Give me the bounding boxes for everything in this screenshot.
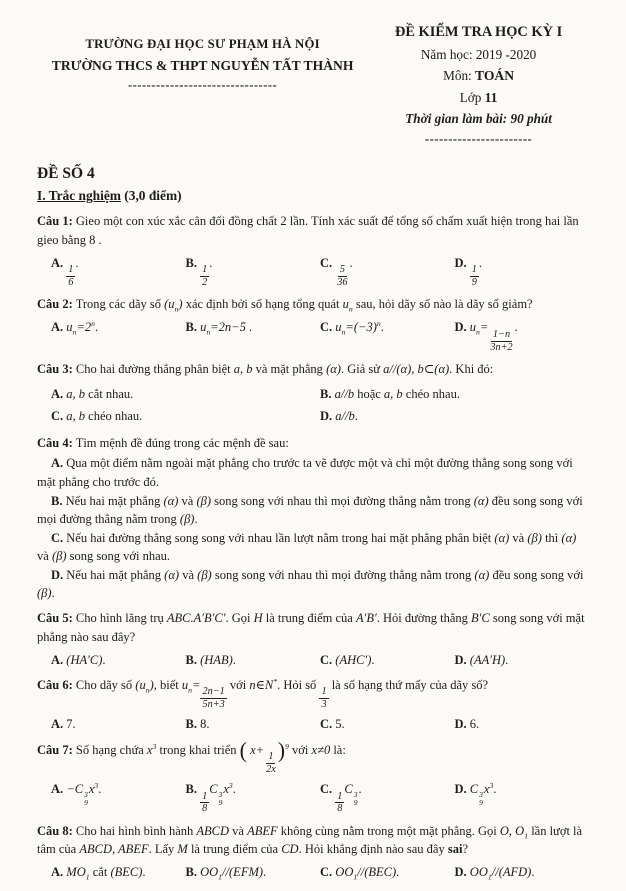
option-key: A.	[51, 782, 64, 797]
page-header	[37, 22, 589, 147]
subject-value: TOÁN	[475, 68, 515, 84]
answer-option	[51, 780, 186, 807]
option-text: a, b cắt nhau.	[66, 387, 134, 402]
question-label: Câu 2:	[37, 297, 73, 312]
fraction-numerator: 2n−1	[202, 686, 225, 698]
option-key: A.	[51, 387, 64, 402]
option-text: $\frac{1}{8}$ C 3 9 $x^3$.	[202, 780, 236, 815]
subscript: 9	[479, 797, 483, 807]
option-key: D.	[454, 652, 467, 667]
superscript: 3	[489, 780, 494, 790]
option-key: B.	[185, 717, 197, 732]
math-expression: $u_n=2n-5$	[200, 320, 246, 337]
options-row	[37, 780, 589, 815]
math-expression: b⊂(α)	[417, 361, 450, 376]
fraction	[335, 791, 344, 815]
superscript: *	[273, 676, 278, 686]
option-text: $u_n=$ $\frac{1-n}{3n+2}$ .	[469, 320, 518, 353]
option-text: (HAB).	[200, 652, 236, 667]
fraction	[264, 751, 278, 775]
question-text: Câu 6: Cho dãy số $(u_n)$, biết $u_n=$ $\frac{2n-1}{5n+3}$ với n∈N*. Hỏi số $\frac{1}{3}$ là số hạng thứ mấy của dãy số?	[37, 676, 489, 710]
option-text: 5.	[335, 717, 345, 732]
math-expression: a//b	[334, 387, 355, 402]
fraction-denominator: 6	[68, 276, 74, 288]
fraction-numerator: 1	[337, 790, 343, 802]
subscript: n	[341, 327, 346, 337]
math-expression: ABC.A′B′C′	[166, 611, 226, 626]
math-expression: a, b	[233, 361, 253, 376]
answer-option	[455, 318, 590, 353]
option-key: D.	[51, 568, 64, 583]
answer-option	[51, 651, 186, 669]
math-expression: (AHC′)	[335, 652, 372, 667]
option-text: $MO_1$ cắt (BEC).	[66, 864, 146, 882]
subscript: 9	[218, 797, 223, 807]
math-expression: (β)	[179, 511, 195, 526]
school-block	[37, 22, 368, 93]
option-text: 8.	[200, 717, 210, 732]
option-key: D.	[320, 409, 333, 424]
exam-body	[37, 163, 589, 881]
sub-sup-stack	[84, 791, 88, 807]
math-expression: ABCD	[196, 823, 230, 838]
grade-value: 11	[484, 89, 498, 105]
answer-option	[37, 454, 589, 490]
answer-option	[320, 780, 455, 815]
math-expression: ( x+ $\frac{1}{2x}$ )$^9$	[239, 737, 289, 775]
superscript: 3	[84, 789, 88, 799]
math-expression: (α)	[163, 493, 179, 508]
option-text: Nếu hai mặt phẳng (α) và (β) song song với nhau thì mọi đường thẳng nằm trong (α) đều song song với mọi đường thẳng nằm trong (β).	[37, 493, 583, 526]
math-expression: O, $O_1$	[499, 823, 529, 841]
option-key: D.	[454, 320, 467, 335]
answer-option	[37, 566, 589, 602]
math-expression: $(u_n)$	[164, 297, 183, 314]
math-expression: (β)	[51, 549, 67, 564]
math-expression: (α)	[494, 530, 510, 545]
math-expression: (HAB)	[200, 652, 233, 667]
math-expression: (AA′H)	[469, 652, 506, 667]
option-key: C.	[320, 255, 333, 270]
fraction-numerator: 1	[268, 751, 274, 763]
superscript: 3	[94, 780, 99, 790]
option-text: $OO_1//(EFM)$.	[200, 864, 267, 882]
section-heading-line	[37, 186, 589, 205]
option-text: Nếu hai đường thẳng song song với nhau lần lượt nằm trong hai mặt phẳng phân biệt (α) và (β) thì (α) và (β) song song với nhau.	[37, 530, 577, 564]
math-expression: $OO_1//(EFM)$	[200, 864, 264, 882]
school-divider: --------------------------------	[127, 78, 278, 93]
question	[37, 609, 589, 668]
option-text: (HA′C).	[66, 652, 106, 667]
question-label: Câu 7:	[37, 742, 73, 757]
option-key: C.	[320, 864, 333, 879]
option-key: C.	[51, 409, 64, 424]
grade-label: Lớp	[459, 89, 482, 105]
school-name: TRƯỜNG THCS & THPT NGUYỄN TẤT THÀNH	[51, 57, 354, 73]
option-key: C.	[320, 717, 333, 732]
subscript: n	[206, 327, 211, 337]
subscript: 1	[85, 872, 90, 882]
fraction	[335, 264, 349, 288]
question	[37, 737, 589, 815]
math-expression	[66, 256, 75, 288]
math-expression: $\frac{1}{8}$ C 3 9 $x^3$	[202, 780, 233, 815]
superscript: 3	[353, 789, 358, 799]
answer-option	[51, 715, 186, 733]
answer-option	[320, 407, 589, 425]
question	[37, 212, 589, 288]
question-label: Câu 8:	[37, 823, 73, 838]
school-year-line: Năm học: 2019 -2020	[420, 46, 537, 62]
fraction	[470, 264, 479, 288]
option-text: $\frac{1}{8}$ C 3 9 .	[337, 782, 362, 815]
option-key: A.	[51, 320, 64, 335]
options-row	[37, 318, 589, 353]
option-text: Qua một điểm nằm ngoài mặt phẳng cho trước ta vẽ được một và chỉ một đường thẳng song song với mặt phẳng cho trước đó.	[37, 456, 573, 489]
math-expression: A′B′	[355, 611, 377, 626]
math-expression: a//b	[335, 409, 355, 424]
answer-option	[320, 385, 589, 403]
subscript: 9	[353, 797, 358, 807]
section-heading: I. Trắc nghiệm	[37, 188, 121, 204]
options-row	[37, 454, 589, 602]
math-expression: B′C	[471, 611, 490, 626]
superscript: 3	[228, 780, 233, 790]
subscript: n	[188, 685, 192, 695]
math-expression	[335, 256, 349, 288]
fraction	[66, 264, 75, 288]
fraction-denominator: 36	[337, 276, 348, 288]
math-expression: (β)	[37, 586, 52, 601]
question-text: Câu 3: Cho hai đường thẳng phân biệt a, b và mặt phẳng (α). Giả sử a//(α), b⊂(α). Khi đó:	[37, 361, 494, 376]
answer-option	[186, 318, 321, 336]
option-key: C.	[320, 652, 333, 667]
fraction	[200, 264, 209, 288]
question	[37, 822, 589, 881]
answer-option	[455, 651, 590, 669]
option-key: A.	[51, 652, 64, 667]
subscript: n	[145, 685, 150, 695]
math-expression: $u_n$	[342, 297, 353, 314]
math-expression: CD	[281, 841, 299, 856]
option-text: (AHC′).	[335, 652, 375, 667]
option-text: a//b.	[335, 409, 358, 424]
math-expression: $OO_1//(BEC)$	[335, 864, 397, 882]
math-expression: (β)	[196, 493, 212, 508]
math-expression: −C 3 9 $x^3$	[66, 780, 99, 807]
math-expression: C 3 9 $x^3$	[469, 780, 494, 807]
superscript: 3	[479, 789, 483, 799]
answer-option	[186, 863, 321, 881]
subscript: 1	[353, 872, 358, 882]
answer-option	[455, 780, 590, 807]
exam-divider: -----------------------	[424, 131, 533, 146]
option-key: D.	[454, 255, 467, 270]
math-expression: a, b	[66, 387, 86, 402]
section-points: (3,0 điểm)	[120, 188, 182, 204]
math-expression: $OO_1//(AFD)$	[469, 864, 532, 882]
fraction-numerator: 1	[471, 264, 477, 276]
math-expression: a, b	[383, 387, 403, 402]
math-expression: (α)	[326, 361, 341, 376]
sub-sup-stack	[354, 791, 358, 807]
option-text: a//b hoặc a, b chéo nhau.	[334, 387, 460, 402]
fraction	[319, 686, 328, 710]
math-expression: n∈N*	[249, 676, 278, 692]
option-key: C.	[320, 782, 333, 797]
subscript: 1	[524, 831, 529, 841]
math-expression	[470, 256, 479, 288]
math-expression: (BEC)	[110, 864, 143, 879]
subject-label: Môn:	[443, 68, 472, 84]
fraction-numerator: 1	[202, 790, 208, 802]
math-expression: a, b	[66, 409, 86, 424]
answer-option	[37, 529, 589, 565]
option-text: C 3 9 $x^3$.	[469, 780, 497, 807]
math-expression: (α)	[474, 568, 490, 583]
fraction-denominator: 2	[202, 276, 208, 288]
answer-option	[186, 715, 321, 733]
question	[37, 295, 589, 353]
university-name: TRƯỜNG ĐẠI HỌC SƯ PHẠM HÀ NỘI	[85, 37, 320, 51]
fraction-denominator: 3	[321, 698, 327, 710]
subscript: 1	[487, 872, 492, 882]
options-row	[37, 383, 589, 427]
fraction-denominator: 8	[337, 803, 343, 815]
math-expression: (α)	[164, 568, 180, 583]
option-text: $\frac{5}{36}$ .	[337, 255, 353, 288]
fraction-numerator: 1	[68, 264, 74, 276]
question-text: Câu 2: Trong các dãy số $(u_n)$ xác định bởi số hạng tổng quát $u_n$ sau, hỏi dãy số nào là dãy số giảm?	[37, 297, 533, 314]
superscript: 3	[152, 741, 157, 751]
option-key: D.	[454, 864, 467, 879]
math-expression: ABEF	[247, 823, 278, 838]
superscript: 3	[218, 789, 223, 799]
sub-sup-stack	[219, 791, 223, 807]
exam-duration: Thời gian làm bài: 90 phút	[405, 111, 552, 127]
subscript: n	[348, 304, 353, 314]
answer-option	[320, 651, 455, 669]
math-expression: $u_n=$ $\frac{2n-1}{5n+3}$	[181, 677, 225, 710]
fraction-denominator: 5n+3	[202, 698, 225, 710]
answer-option	[320, 715, 455, 733]
options-row	[37, 863, 589, 881]
big-right-paren: )	[277, 737, 286, 762]
fraction	[200, 686, 226, 710]
answer-option	[186, 780, 321, 815]
fraction-denominator: 9	[471, 276, 477, 288]
math-expression: ABCD, ABEF	[79, 841, 149, 856]
option-key: B.	[185, 255, 197, 270]
option-text: $u_n=2^n$.	[66, 319, 99, 337]
grade-line	[368, 88, 589, 108]
question-label: Câu 5:	[37, 611, 73, 626]
option-key: B.	[185, 652, 197, 667]
math-expression: a//(α)	[383, 361, 412, 376]
option-key: C.	[320, 320, 333, 335]
fraction-numerator: 1	[321, 686, 327, 698]
question-text: Câu 8: Cho hai hình bình hành ABCD và ABEF không cùng nằm trong một mặt phẳng. Gọi O, $O_1$ lần lượt là tâm của ABCD, ABEF. Lấy M là trung điểm của CD. Hỏi khẳng định nào sau đây sai?	[37, 823, 583, 856]
subscript: n	[72, 327, 77, 337]
subscript: 9	[84, 797, 88, 807]
question-label: Câu 1:	[37, 214, 73, 229]
math-expression: x≠0	[311, 742, 331, 757]
fraction-denominator: 2x	[266, 763, 276, 775]
math-expression: (β)	[527, 530, 542, 545]
big-left-paren: (	[239, 737, 247, 762]
answer-option	[320, 863, 455, 881]
answer-option	[320, 254, 455, 289]
question	[37, 434, 589, 602]
answer-option	[51, 863, 186, 881]
option-text: −C 3 9 $x^3$.	[66, 780, 102, 807]
math-expression: $u_n=(-3)^n$	[335, 319, 381, 337]
option-key: B.	[320, 387, 332, 402]
exam-title: ĐỀ KIỂM TRA HỌC KỲ I	[394, 24, 563, 40]
answer-option	[186, 254, 321, 289]
option-text: Nếu hai mặt phẳng (α) và (β) song song với nhau thì mọi đường thẳng nằm trong (α) đều song song với (β).	[37, 568, 584, 601]
superscript: 9	[285, 741, 289, 751]
answer-option	[37, 492, 589, 528]
math-expression: (α)	[561, 530, 577, 545]
emphasized-word: sai	[447, 841, 463, 856]
option-text: $OO_1//(BEC)$.	[335, 864, 400, 882]
options-row	[37, 651, 589, 669]
math-expression: $u_n=2^n$	[66, 319, 95, 337]
superscript: n	[91, 319, 95, 329]
answer-option	[455, 715, 590, 733]
superscript: n	[376, 319, 381, 329]
answer-option	[186, 651, 321, 669]
answer-option	[51, 407, 320, 425]
math-expression: M	[177, 841, 188, 856]
math-expression: $(u_n)$	[135, 677, 154, 695]
option-text: (AA′H).	[469, 652, 509, 667]
option-text: $\frac{1}{9}$ .	[471, 255, 483, 288]
question-label: Câu 6:	[37, 677, 73, 692]
option-key: C.	[51, 530, 64, 545]
subscript: n	[174, 304, 179, 314]
math-expression: $MO_1$	[66, 864, 90, 882]
option-text: $\frac{1}{2}$ .	[202, 255, 213, 288]
option-text: $u_n=2n-5$ .	[200, 320, 253, 337]
subscript: 1	[218, 872, 223, 882]
question-text: Câu 7: Số hạng chứa $x^3$ trong khai triển ( x+ $\frac{1}{2x}$ )$^9$ với x≠0 là:	[37, 737, 346, 775]
fraction-denominator: 8	[202, 803, 208, 815]
option-key: D.	[454, 782, 467, 797]
fraction-denominator: 3n+2	[490, 341, 513, 353]
answer-option	[51, 254, 186, 289]
question-list	[37, 212, 589, 881]
question-text: Câu 1: Gieo một con xúc xắc cân đối đồng chất 2 lần. Tính xác suất để tổng số chấm xuất hiện trong hai lần gieo bằng 8 .	[37, 214, 579, 247]
option-key: B.	[185, 320, 197, 335]
math-expression: (α)	[473, 493, 489, 508]
options-row	[37, 254, 589, 289]
option-key: D.	[454, 717, 467, 732]
subscript: n	[476, 327, 480, 337]
fraction-numerator: 5	[339, 264, 345, 276]
fraction	[488, 329, 514, 353]
answer-option	[51, 318, 186, 336]
option-key: A.	[51, 255, 64, 270]
math-expression: $x^3$	[146, 741, 157, 757]
math-expression: (β)	[197, 568, 212, 583]
fraction	[200, 791, 209, 815]
fraction-numerator: 1−n	[492, 329, 511, 341]
option-key: B.	[51, 493, 63, 508]
option-key: A.	[51, 717, 64, 732]
option-text: a, b chéo nhau.	[66, 409, 143, 424]
math-expression	[200, 256, 209, 288]
question	[37, 360, 589, 427]
answer-option	[51, 385, 320, 403]
option-text: $u_n=(-3)^n$.	[335, 319, 384, 337]
subject-line	[368, 66, 589, 86]
option-key: B.	[185, 782, 197, 797]
answer-option	[320, 318, 455, 336]
fraction-numerator: 1	[202, 264, 208, 276]
answer-option	[455, 863, 590, 881]
math-expression	[319, 678, 328, 710]
sub-sup-stack	[479, 791, 483, 807]
option-text: 6.	[469, 717, 480, 732]
question-label: Câu 4:	[37, 436, 73, 451]
math-expression: $\frac{1}{8}$ C 3 9	[337, 782, 358, 815]
answer-option	[455, 254, 590, 289]
question-label: Câu 3:	[37, 361, 73, 376]
options-row	[37, 715, 589, 733]
question-text: Câu 5: Cho hình lăng trụ ABC.A′B′C′. Gọi H là trung điểm của A′B′. Hỏi đường thẳng B′C song song với mặt phẳng nào sau đây?	[37, 611, 585, 644]
math-expression: $u_n=$ $\frac{1-n}{3n+2}$	[469, 320, 513, 353]
option-key: B.	[185, 864, 197, 879]
option-text: $OO_1//(AFD)$.	[469, 864, 535, 882]
option-text: 7.	[66, 717, 76, 732]
option-text: $\frac{1}{6}$ .	[68, 255, 79, 288]
question	[37, 676, 589, 734]
math-expression: (HA′C)	[66, 652, 103, 667]
option-key: A.	[51, 456, 64, 471]
exam-set-title: ĐỀ SỐ 4	[37, 164, 95, 182]
option-key: A.	[51, 864, 64, 879]
math-expression: H	[253, 611, 263, 626]
exam-info-block	[368, 22, 589, 147]
question-text: Câu 4: Tìm mệnh đề đúng trong các mệnh đề sau:	[37, 436, 289, 451]
